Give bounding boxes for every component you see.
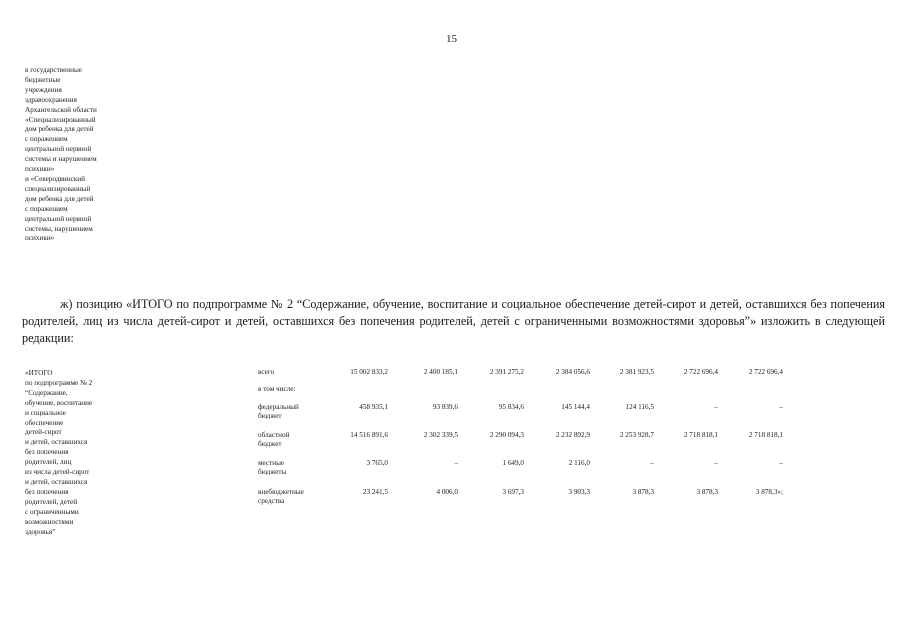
cell-text-line: центральной нервной <box>25 145 92 154</box>
funding-source-line: бюджеты <box>258 468 287 476</box>
amount-cell: – <box>650 459 654 467</box>
amount-cell: 93 839,6 <box>432 403 458 411</box>
amount-cell: 23 241,5 <box>362 488 388 496</box>
amount-cell: 2 384 056,6 <box>555 368 590 376</box>
amount-cell: 2 722 696,4 <box>683 368 718 376</box>
funding-source-line: бюджет <box>258 440 282 448</box>
funding-source-line: средства <box>258 497 285 505</box>
amount-cell: 145 144,4 <box>561 403 590 411</box>
row-label-line: с ограниченными <box>25 507 79 516</box>
funding-source-line: всего <box>258 368 275 376</box>
cell-text-line: бюджетные <box>25 75 61 84</box>
amount-cell: 3 697,3 <box>502 488 524 496</box>
funding-source-label <box>258 459 286 477</box>
cell-text-line: центральной нервной <box>25 214 92 223</box>
row-label-line: возможностями <box>25 517 74 526</box>
funding-source-line: внебюджетные <box>258 488 304 496</box>
cell-text-line: дом ребенка для детей <box>25 194 94 203</box>
cell-text-line: системы, нарушением <box>25 224 93 233</box>
amount-cell: 2 391 275,2 <box>489 368 524 376</box>
instruction-text: ж) позицию «ИТОГО по подпрограмме № 2 “Содержание, обучение, воспитание и социальное обеспечение детей-сирот и детей, оставшихся без попечения родителей, лиц из числа детей-сирот и детей, оставшихся без попечения родителей, детей с ограниченными возможностями здоровья”» изложить в следующей редакции: <box>22 297 885 345</box>
row-label-line: без попечения <box>25 487 69 496</box>
amount-cell: – <box>714 403 718 411</box>
row-label-line: и социальное <box>25 408 66 417</box>
amount-cell: – <box>779 459 783 467</box>
row-label-line: “Содержание, <box>25 388 68 397</box>
row-label-line: «ИТОГО <box>25 369 53 377</box>
amount-cell: 2 232 892,9 <box>555 431 590 439</box>
row-label-line: детей-сирот <box>25 428 62 437</box>
cell-text-line: с поражением <box>25 204 68 213</box>
row-label-line: по подпрограмме № 2 <box>25 378 93 387</box>
amount-cell: – <box>779 403 783 411</box>
instruction-paragraph <box>22 296 885 347</box>
continued-table-cell <box>25 66 140 244</box>
amount-cell: 14 516 891,6 <box>350 431 388 439</box>
funding-source-label <box>258 368 274 377</box>
cell-text-line: с поражением <box>25 135 68 144</box>
amount-cell: 2 722 696,4 <box>748 368 783 376</box>
funding-source-label <box>258 385 295 394</box>
cell-text-line: системы и нарушением <box>25 155 97 164</box>
funding-source-label <box>258 403 299 421</box>
row-label-line: родителей, детей <box>25 497 78 506</box>
row-label-line: здоровья” <box>25 527 56 536</box>
amount-cell: 95 834,6 <box>498 403 524 411</box>
amount-cell: – <box>454 459 458 467</box>
amount-cell: 2 400 185,1 <box>423 368 458 376</box>
funding-source-line: федеральный <box>258 403 299 411</box>
amount-cell: 2 253 928,7 <box>619 431 654 439</box>
row-label-line: обучение, воспитание <box>25 398 93 407</box>
funding-source-line: в том числе: <box>258 385 296 393</box>
amount-cell: 4 006,0 <box>436 488 458 496</box>
row-label-line: родителей, лиц <box>25 458 72 467</box>
row-label-line: обеспечение <box>25 418 64 427</box>
cell-text-line: Архангельской области <box>25 105 97 114</box>
amount-cell: 2 718 818,1 <box>748 431 783 439</box>
amount-cell: 3 878,3»; <box>755 488 783 496</box>
funding-source-label <box>258 431 289 449</box>
amount-cell: 2 381 923,5 <box>619 368 654 376</box>
amount-cell: – <box>714 459 718 467</box>
table-row-label <box>25 369 140 537</box>
amount-cell: 2 116,0 <box>568 459 590 467</box>
cell-text-line: психики» <box>25 165 55 174</box>
cell-text-line: психики» <box>25 234 55 243</box>
amount-cell: 458 935,1 <box>359 403 388 411</box>
funding-source-line: местные <box>258 459 285 467</box>
cell-text-line: учреждения <box>25 85 62 94</box>
cell-text-line: здравоохранения <box>25 95 77 104</box>
row-label-line: из числа детей-сирот <box>25 468 90 477</box>
amount-cell: 124 116,5 <box>625 403 654 411</box>
cell-text-line: и «Северодвинский <box>25 174 85 183</box>
row-label-line: без попечения <box>25 448 69 457</box>
funding-source-line: областной <box>258 431 290 439</box>
amount-cell: 3 903,3 <box>568 488 590 496</box>
amount-cell: 3 765,0 <box>366 459 388 467</box>
row-label-line: и детей, оставшихся <box>25 438 88 447</box>
cell-text-line: «Специализированный <box>25 115 96 124</box>
page-number: 15 <box>446 33 457 45</box>
amount-cell: 3 878,3 <box>632 488 654 496</box>
funding-source-line: бюджет <box>258 412 282 420</box>
amount-cell: 2 290 094,3 <box>489 431 524 439</box>
cell-text-line: дом ребенка для детей <box>25 125 94 134</box>
cell-text-line: специализированный <box>25 184 91 193</box>
amount-cell: 3 878,3 <box>696 488 718 496</box>
row-label-line: и детей, оставшихся <box>25 477 88 486</box>
amount-cell: 1 649,0 <box>502 459 524 467</box>
funding-source-label <box>258 488 304 506</box>
amount-cell: 2 302 339,5 <box>423 431 458 439</box>
amount-cell: 15 002 833,2 <box>350 368 388 376</box>
cell-text-line: в государственные <box>25 66 82 74</box>
amount-cell: 2 718 818,1 <box>683 431 718 439</box>
